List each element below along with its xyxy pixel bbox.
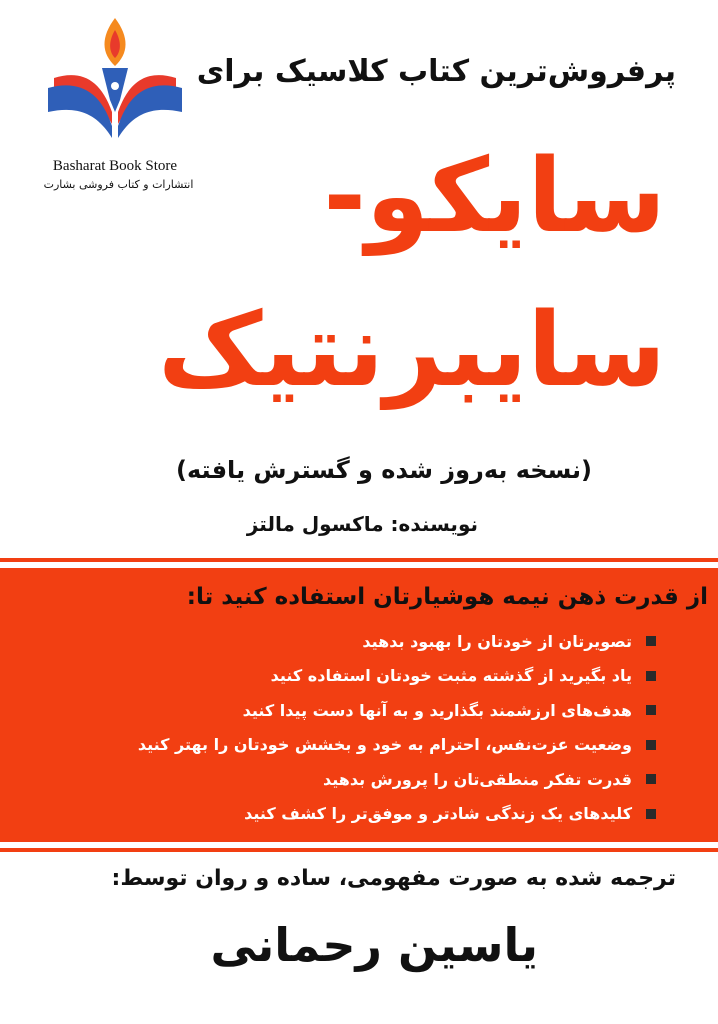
- benefit-item: [138, 797, 656, 832]
- band-bottom-rule: [0, 848, 718, 852]
- benefits-list: [138, 624, 656, 831]
- square-bullet-icon: [646, 636, 656, 646]
- square-bullet-icon: [646, 809, 656, 819]
- square-bullet-icon: [646, 705, 656, 715]
- pen-nib-hole: [111, 82, 119, 90]
- book-pen-logo-icon: [40, 8, 190, 158]
- store-logo: [40, 8, 190, 158]
- benefit-text: وضعیت عزت‌نفس، احترام به خود و بخشش خودتان را بهتر کنید: [137, 735, 632, 755]
- benefit-text: هدف‌های ارزشمند بگذارید و به آنها دست پیدا کنید: [242, 700, 632, 720]
- band-top-rule: [0, 558, 718, 562]
- benefit-text: قدرت تفکر منطقی‌تان را پرورش بدهید: [322, 769, 632, 789]
- benefit-item: [138, 659, 656, 694]
- benefit-text: تصویرتان از خودتان را بهبود بدهید: [362, 631, 632, 651]
- benefit-text: کلیدهای یک زندگی شادتر و موفق‌تر را کشف کنید: [244, 804, 632, 824]
- store-name-en: Basharat Book Store: [52, 158, 178, 174]
- benefits-heading: از قدرت ذهن نیمه هوشیارتان استفاده کنید تا:: [186, 584, 708, 610]
- benefit-item: [138, 693, 656, 728]
- edition-subtitle: (نسخه به‌روز شده و گسترش یافته): [176, 456, 592, 484]
- translator-name: یاسین رحمانی: [210, 918, 538, 972]
- title-line-2: سایبرنتیک: [157, 291, 666, 410]
- square-bullet-icon: [646, 671, 656, 681]
- benefit-item: [138, 624, 656, 659]
- benefit-item: [138, 762, 656, 797]
- title-line-1: سایکو-: [323, 137, 666, 256]
- square-bullet-icon: [646, 774, 656, 784]
- tagline: پرفروش‌ترین کتاب کلاسیک برای: [196, 54, 676, 89]
- store-name-fa: انتشارات و کتاب فروشی بشارت: [43, 178, 194, 191]
- square-bullet-icon: [646, 740, 656, 750]
- benefit-item: [138, 728, 656, 763]
- author-line: نویسنده: ماکسول مالتز: [246, 512, 478, 536]
- benefit-text: یاد بگیرید از گذشته مثبت خودتان استفاده کنید: [270, 666, 632, 686]
- translated-by-line: ترجمه شده به صورت مفهومی، ساده و روان توسط:: [111, 866, 676, 891]
